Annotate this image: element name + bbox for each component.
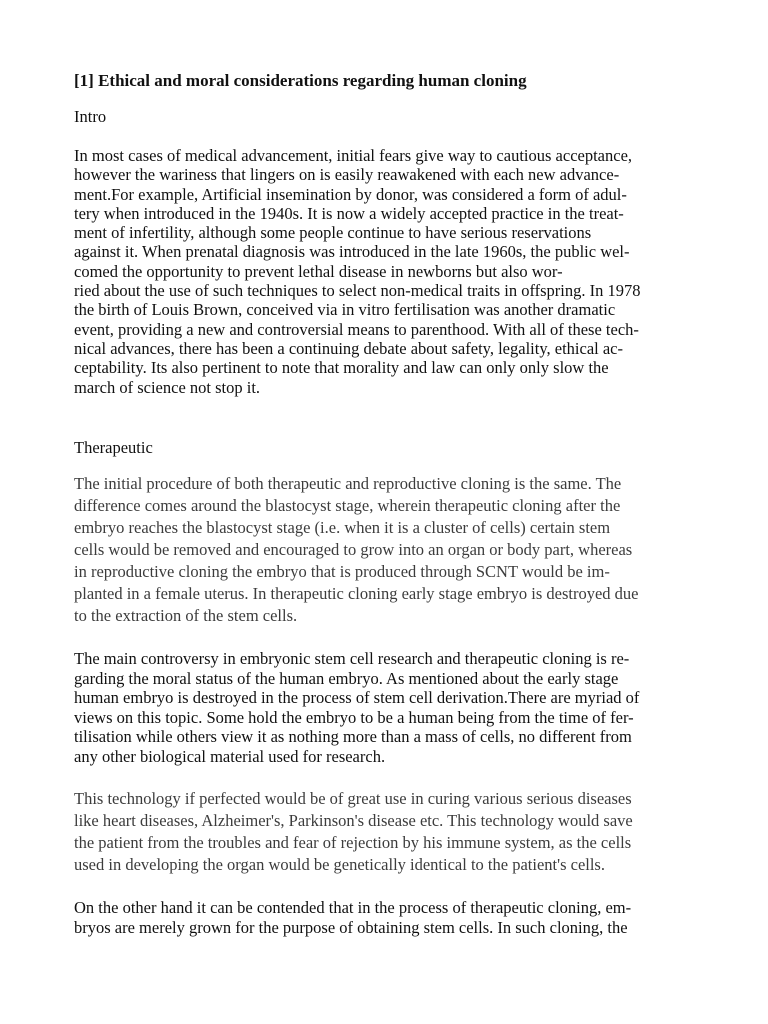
paragraph-line: tery when introduced in the 1940s. It is now a widely accepted practice in the treat-: [74, 203, 624, 223]
paragraph-line: planted in a female uterus. In therapeutic cloning early stage embryo is destroyed due: [74, 584, 639, 603]
paragraph-line: tilisation while others view it as nothing more than a mass of cells, no different from: [74, 727, 632, 746]
therapeutic-paragraph-4: [74, 898, 704, 937]
paragraph-line: In most cases of medical advancement, initial fears give way to cautious acceptance,: [74, 146, 633, 165]
document-title: [1] Ethical and moral considerations regarding human cloning: [74, 71, 527, 90]
paragraph-line: views on this topic. Some hold the embryo to be a human being from the time of fer-: [74, 707, 634, 727]
paragraph-line: to the extraction of the stem cells.: [74, 606, 298, 625]
section-heading-intro: Intro: [74, 107, 107, 126]
section-heading-therapeutic: Therapeutic: [74, 438, 153, 457]
paragraph-line: against it. When prenatal diagnosis was introduced in the late 1960s, the public wel-: [74, 242, 630, 262]
paragraph-line: march of science not stop it.: [74, 377, 261, 397]
paragraph-line: any other biological material used for research.: [74, 746, 386, 766]
paragraph-line: ment of infertility, although some people continue to have serious reservations: [74, 223, 592, 243]
paragraph-line: the patient from the troubles and fear of rejection by his immune system, as the cells: [74, 833, 632, 852]
paragraph-line: The main controversy in embryonic stem cell research and therapeutic cloning is re-: [74, 649, 630, 668]
paragraph-line: human embryo is destroyed in the process of stem cell derivation.There are myriad of: [74, 688, 640, 707]
paragraph-line: ment.For example, Artificial insemination by donor, was considered a form of adul-: [74, 184, 627, 204]
paragraph-line: difference comes around the blastocyst stage, wherein therapeutic cloning after the: [74, 496, 621, 515]
paragraph-line: in reproductive cloning the embryo that is produced through SCNT would be im-: [74, 562, 610, 581]
paragraph-line: bryos are merely grown for the purpose of obtaining stem cells. In such cloning, the: [74, 917, 628, 937]
paragraph-line: The initial procedure of both therapeutic and reproductive cloning is the same. The: [74, 474, 622, 493]
therapeutic-paragraph-3: [74, 788, 704, 876]
paragraph-line: the birth of Louis Brown, conceived via in vitro fertilisation was another dramatic: [74, 300, 616, 320]
paragraph-line: like heart diseases, Alzheimer's, Parkinson's disease etc. This technology would save: [74, 811, 633, 830]
paragraph-line: ried about the use of such techniques to select non-medical traits in offspring. In 1978: [74, 281, 641, 301]
intro-paragraph: [74, 146, 704, 397]
paragraph-line: ceptability. Its also pertinent to note that morality and law can only only slow the: [74, 358, 609, 378]
paragraph-line: cells would be removed and encouraged to grow into an organ or body part, whereas: [74, 540, 633, 559]
paragraph-line: This technology if perfected would be of great use in curing various serious diseases: [74, 789, 632, 808]
therapeutic-paragraph-2: [74, 649, 704, 766]
paragraph-line: event, providing a new and controversial means to parenthood. With all of these tech-: [74, 319, 639, 339]
paragraph-line: comed the opportunity to prevent lethal disease in newborns but also wor-: [74, 261, 563, 281]
paragraph-line: garding the moral status of the human embryo. As mentioned about the early stage: [74, 668, 619, 688]
paragraph-line: embryo reaches the blastocyst stage (i.e. when it is a cluster of cells) certain stem: [74, 518, 611, 537]
paragraph-line: used in developing the organ would be genetically identical to the patient's cells.: [74, 855, 605, 874]
therapeutic-paragraph-1: [74, 473, 704, 627]
paragraph-line: however the wariness that lingers on is easily reawakened with each new advance-: [74, 165, 620, 185]
paragraph-line: On the other hand it can be contended that in the process of therapeutic cloning, em-: [74, 898, 632, 917]
paragraph-line: nical advances, there has been a continuing debate about safety, legality, ethical ac-: [74, 338, 623, 358]
